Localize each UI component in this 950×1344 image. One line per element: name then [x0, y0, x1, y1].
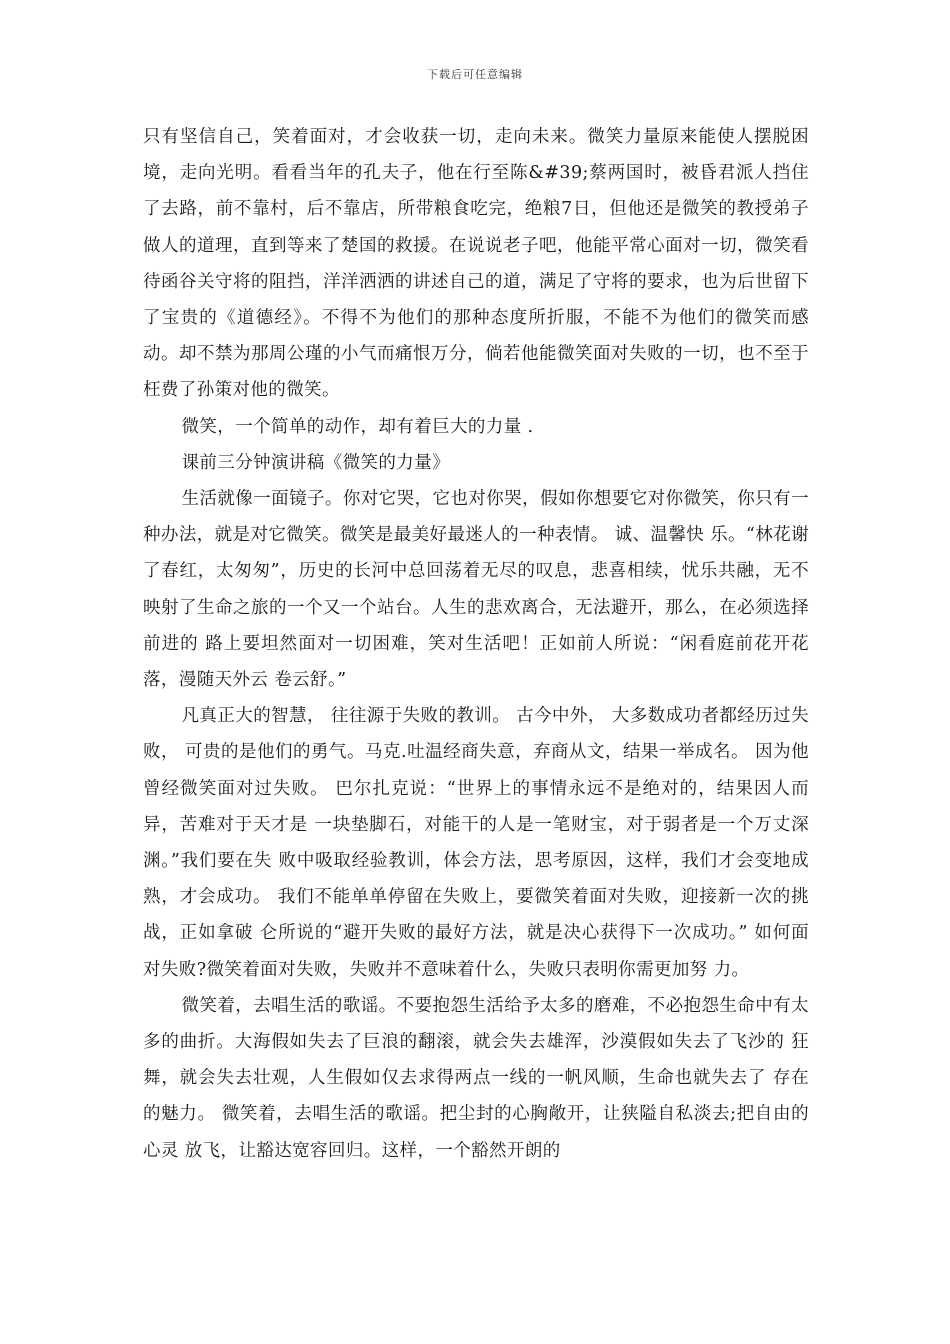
paragraph: 只有坚信自己，笑着面对，才会收获一切，走向未来。微笑力量原来能使人摆脱困境，走向光明。看看当年的孔夫子，他在行至陈&#39;蔡两国时，被昏君派人挡住了去路，前不靠村，后不靠店，所带粮食吃完，绝粮7日，但他还是微笑的教授弟子做人的道理，直到等来了楚国的救援。在说说老子吧，他能平常心面对一切，微笑看待函谷关守将的阻挡，洋洋洒洒的讲述自己的道，满足了守将的要求，也为后世留下了宝贵的《道德经》。不得不为他们的那种态度所折服，不能不为他们的微笑而感动。却不禁为那周公瑾的小气而痛恨万分，倘若他能微笑面对失败的一切，也不至于枉费了孙策对他的微笑。: [143, 127, 809, 401]
section-title: 课前三分钟演讲稿《微笑的力量》: [181, 452, 450, 473]
page-header: 下载后可任意编辑: [427, 68, 523, 81]
document-body: [143, 119, 809, 1169]
paragraph: 凡真正大的智慧， 往往源于失败的教训。 古今中外， 大多数成功者都经历过失败， 可贵的是他们的勇气。马克.吐温经商失意，弃商从文，结果一举成名。 因为他曾经微笑面对过失败。 巴尔扎克说：“世界上的事情永远不是绝对的，结果因人而异，苦难对于天才是 一块垫脚石，对能干的人是一笔财宝，对于弱者是一个万丈深渊。”我们要在失 败中吸取经验教训，体会方法，思考原因，这样，我们才会变地成熟，才会成功。 我们不能单单停留在失败上，要微笑着面对失败，迎接新一次的挑战，正如拿破 仑所说的“避开失败的最好方法，就是决心获得下一次成功。” 如何面对失败?微笑着面对失败，失败并不意味着什么，失败只表明你需更加努 力。: [143, 706, 809, 980]
paragraph: 微笑着，去唱生活的歌谣。不要抱怨生活给予太多的磨难，不必抱怨生命中有太 多的曲折。大海假如失去了巨浪的翻滚，就会失去雄浑，沙漠假如失去了飞沙的 狂舞，就会失去壮观，人生假如仅去求得两点一线的一帆风顺，生命也就失去了 存在的魅力。 微笑着，去唱生活的歌谣。把尘封的心胸敞开，让狭隘自私淡去;把自由的心灵 放飞，让豁达宽容回归。这样，一个豁然开朗的: [143, 995, 809, 1161]
paragraph: 生活就像一面镜子。你对它哭，它也对你哭，假如你想要它对你微笑，你只有一 种办法，就是对它微笑。微笑是最美好最迷人的一种表情。 诚、温馨快 乐。“林花谢了春红，太匆匆”，历史的长河中总回荡着无尽的叹息，悲喜相续，忧乐共融，无不 映射了生命之旅的一个又一个站台。人生的悲欢离合，无法避开，那么，在必须选择前进的 路上要坦然面对一切困难，笑对生活吧！正如前人所说：“闲看庭前花开花落，漫随天外云 卷云舒。”: [143, 489, 809, 691]
paragraph: 微笑，一个简单的动作，却有着巨大的力量 .: [181, 416, 534, 437]
